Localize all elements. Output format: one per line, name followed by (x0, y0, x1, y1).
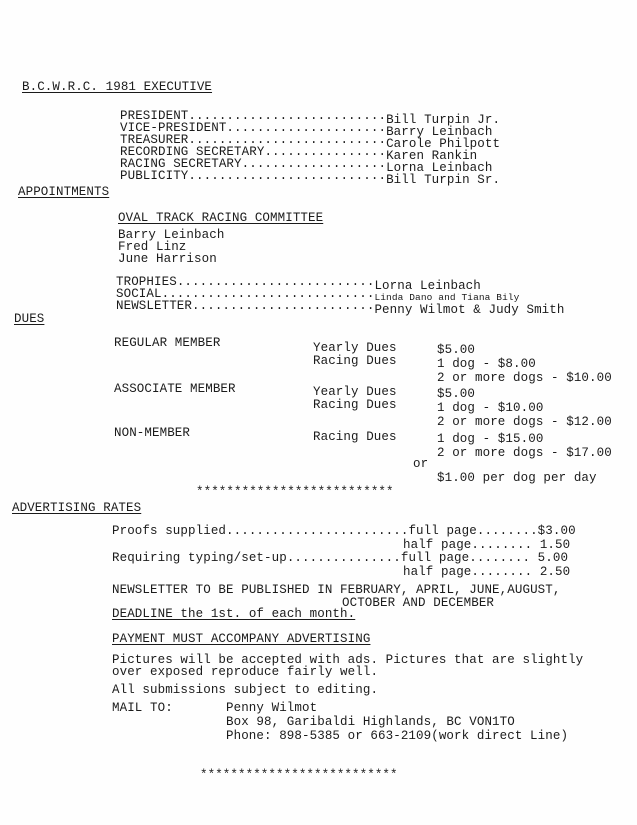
appointments-heading: APPOINTMENTS (18, 185, 110, 199)
executive-dots: ................ (264, 145, 387, 159)
editing-note: All submissions subject to editing. (112, 683, 379, 697)
committee-member: June Harrison (118, 252, 217, 266)
associate-one-dog-fee: 1 dog - $10.00 (437, 401, 544, 415)
non-member-label: NON-MEMBER (114, 426, 191, 440)
appointment-row (116, 272, 564, 293)
payment-note: PAYMENT MUST ACCOMPANY ADVERTISING (112, 632, 371, 646)
executive-role: PUBLICITY (120, 169, 189, 183)
associate-member-label: ASSOCIATE MEMBER (114, 382, 236, 396)
executive-dots: .......................... (188, 133, 387, 147)
pictures-note: Pictures will be accepted with ads. Pictures that are slightly (112, 653, 584, 667)
executive-name: Lorna Leinbach (386, 161, 493, 175)
proofs-full-rate: Proofs supplied........................full page........$3.00 (112, 524, 576, 538)
appointment-role: TROPHIES (116, 275, 177, 289)
executive-list (120, 106, 501, 187)
mail-phone: Phone: 898-5385 or 663-2109(work direct Line) (226, 729, 569, 743)
executive-row (120, 106, 501, 127)
regular-member-label: REGULAR MEMBER (114, 336, 221, 350)
non-member-one-dog-fee: 1 dog - $15.00 (437, 432, 544, 446)
associate-yearly-label: Yearly Dues (313, 385, 397, 399)
executive-name: Barry Leinbach (386, 125, 493, 139)
separator-stars-bottom: ************************** (200, 768, 398, 782)
non-member-more-dogs-fee: 2 or more dogs - $17.00 (437, 446, 612, 460)
dues-heading: DUES (14, 312, 45, 326)
mail-to-label: MAIL TO: (112, 701, 173, 715)
committee-members (118, 229, 224, 265)
committee-member: Fred Linz (118, 240, 187, 254)
non-member-racing-label: Racing Dues (313, 430, 397, 444)
committee-heading: OVAL TRACK RACING COMMITTEE (118, 211, 324, 225)
executive-name: Karen Rankin (386, 149, 478, 163)
typing-half-rate: half page........ 2.50 (403, 565, 571, 579)
separator-stars: ************************** (196, 485, 394, 499)
executive-dots: .......................... (188, 109, 387, 123)
appointment-name: Penny Wilmot & Judy Smith (374, 303, 565, 317)
executive-name: Bill Turpin Jr. (386, 113, 501, 127)
mail-name: Penny Wilmot (226, 701, 318, 715)
executive-dots: ................... (241, 157, 387, 171)
appointment-roles (116, 272, 565, 317)
pictures-note-cont: over exposed reproduce fairly well. (112, 665, 379, 679)
executive-role: VICE-PRESIDENT (120, 121, 227, 135)
page-title: B.C.W.R.C. 1981 EXECUTIVE (22, 80, 213, 94)
executive-role: RACING SECRETARY (120, 157, 242, 171)
regular-yearly-label: Yearly Dues (313, 341, 397, 355)
associate-yearly-fee: $5.00 (437, 387, 476, 401)
executive-name: Bill Turpin Sr. (386, 173, 501, 187)
committee-member: Barry Leinbach (118, 228, 225, 242)
executive-role: RECORDING SECRETARY (120, 145, 265, 159)
executive-name: Carole Philpott (386, 137, 501, 151)
appointment-name: Lorna Leinbach (374, 279, 481, 293)
deadline-note: DEADLINE the 1st. of each month. (112, 607, 356, 621)
appointment-row (116, 284, 564, 303)
advertising-heading: ADVERTISING RATES (12, 501, 142, 515)
appointment-role: NEWSLETTER (116, 299, 193, 313)
typing-full-rate: Requiring typing/set-up...............full page........ 5.00 (112, 551, 569, 565)
non-member-or: or (413, 457, 429, 471)
appointment-role: SOCIAL (116, 287, 162, 301)
proofs-half-rate: half page........ 1.50 (403, 538, 571, 552)
appointment-dots: .......................... (176, 275, 375, 289)
mail-address: Box 98, Garibaldi Highlands, BC VON1TO (226, 715, 515, 729)
regular-more-dogs-fee: 2 or more dogs - $10.00 (437, 371, 612, 385)
associate-more-dogs-fee: 2 or more dogs - $12.00 (437, 415, 612, 429)
executive-dots: ..................... (226, 121, 387, 135)
executive-dots: .......................... (188, 169, 387, 183)
appointment-dots: ............................ (161, 287, 375, 301)
appointment-dots: ........................ (192, 299, 375, 313)
appointment-name: Linda Dano and Tiana Bily (374, 292, 520, 303)
executive-role: PRESIDENT (120, 109, 189, 123)
non-member-per-day-fee: $1.00 per dog per day (437, 471, 597, 485)
publishing-schedule-cont: OCTOBER AND DECEMBER (342, 596, 495, 610)
regular-yearly-fee: $5.00 (437, 343, 476, 357)
regular-one-dog-fee: 1 dog - $8.00 (437, 357, 536, 371)
regular-racing-label: Racing Dues (313, 354, 397, 368)
associate-racing-label: Racing Dues (313, 398, 397, 412)
executive-role: TREASURER (120, 133, 189, 147)
publishing-schedule: NEWSLETTER TO BE PUBLISHED IN FEBRUARY, APRIL, JUNE,AUGUST, (112, 583, 561, 597)
